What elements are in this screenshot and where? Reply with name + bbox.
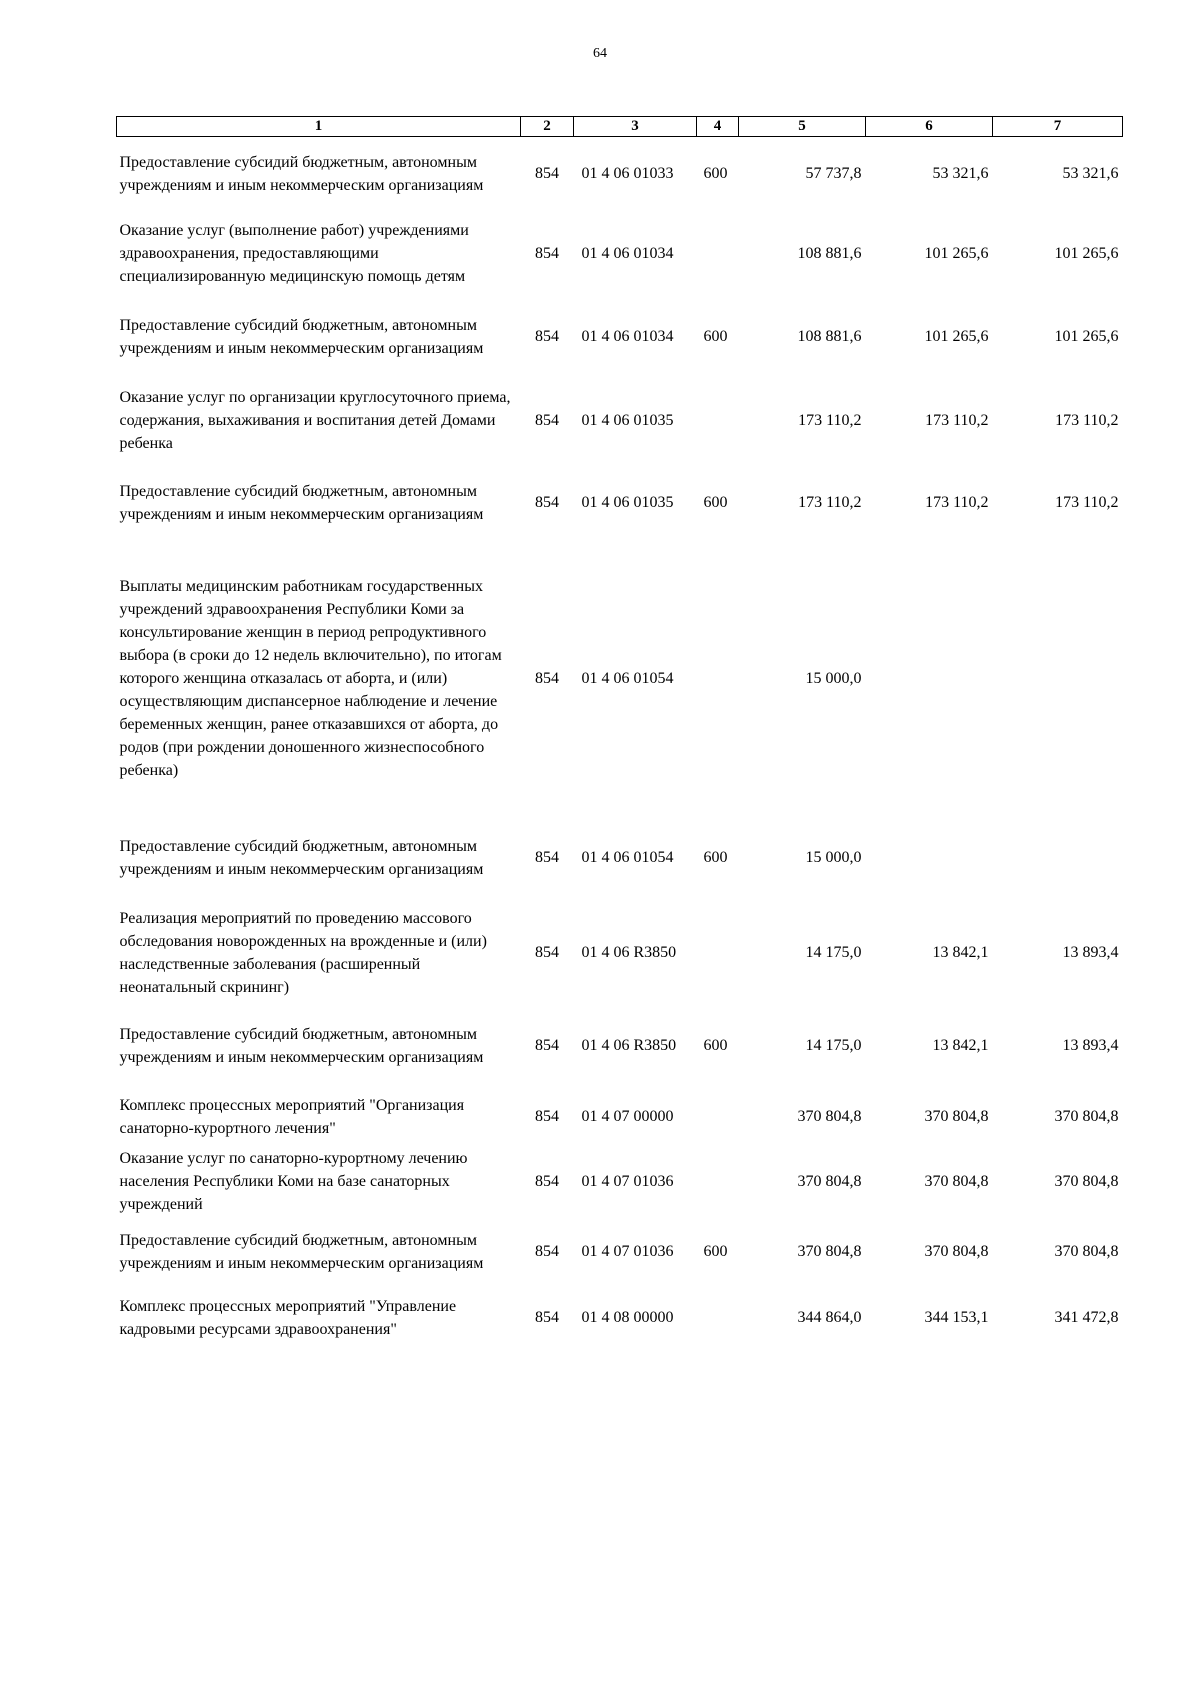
row-name	[117, 901, 521, 1005]
table-row	[117, 543, 1123, 815]
row-admin-code: 854	[535, 328, 559, 345]
row-expense-type	[697, 1147, 739, 1217]
table-row	[117, 1147, 1123, 1217]
row-value-col6: 370 804,8	[924, 1108, 989, 1125]
row-value-col5: 173 110,2	[798, 411, 862, 429]
row-admin-code: 854	[535, 165, 559, 183]
row-name-text: Реализация мероприятий по проведению массового обследования новорожденных на врожденные и (или) наследственные заболевания (расширенный неонатальный скрининг)	[119, 909, 487, 996]
row-name	[117, 815, 521, 901]
row-name-text: Предоставление субсидий бюджетным, автономным учреждениям и иным некоммерческим организациям	[119, 1025, 484, 1066]
row-name	[117, 137, 521, 211]
row-target-code: 01 4 06 01054	[581, 849, 674, 866]
row-value-col6: 173 110,2	[925, 494, 989, 511]
table-row	[117, 296, 1123, 378]
row-target-code: 01 4 06 R3850	[581, 944, 677, 961]
row-admin-code: 854	[535, 1108, 559, 1125]
row-target-code: 01 4 06 01033	[581, 165, 674, 183]
header-col-2: 2	[521, 117, 574, 137]
table-body	[117, 137, 1123, 1349]
row-name	[117, 1217, 521, 1287]
table-row	[117, 211, 1123, 296]
row-value-col6	[866, 815, 993, 901]
row-value-col5: 14 175,0	[805, 1037, 862, 1054]
table-row	[117, 1005, 1123, 1087]
header-row	[117, 117, 1123, 137]
row-value-col7	[993, 543, 1123, 815]
table-row	[117, 1217, 1123, 1287]
row-value-col7: 101 265,6	[1054, 328, 1119, 345]
row-admin-code: 854	[535, 1037, 559, 1054]
row-target-code: 01 4 07 01036	[581, 1243, 674, 1260]
row-expense-type: 600	[703, 849, 728, 866]
row-value-col5: 108 881,6	[797, 244, 862, 262]
row-name-text: Комплекс процессных мероприятий "Управление кадровыми ресурсами здравоохранения"	[119, 1297, 457, 1338]
row-name	[117, 1147, 521, 1217]
row-name-text: Выплаты медицинским работникам государственных учреждений здравоохранения Республики Коми за консультирование женщин в период репродуктивного выбора (в сроки до 12 недель включительно), по итогам которого женщина отказалась от аборта, и (или) осуществляющим диспансерное наблюдение и лечение беременных женщин, ранее отказавшихся от аборта, до родов (при рождении доношенного жизнеспособного ребенка)	[119, 578, 502, 779]
row-admin-code: 854	[535, 1309, 559, 1326]
row-value-col6: 101 265,6	[924, 244, 989, 262]
header-col-4: 4	[697, 117, 739, 137]
table-row	[117, 815, 1123, 901]
row-name	[117, 378, 521, 463]
table-row	[117, 1287, 1123, 1349]
row-target-code: 01 4 06 01035	[581, 411, 674, 429]
row-value-col6: 370 804,8	[924, 1173, 989, 1190]
row-name	[117, 1005, 521, 1087]
row-value-col7: 173 110,2	[1055, 494, 1119, 511]
row-admin-code: 854	[535, 244, 559, 262]
row-admin-code: 854	[535, 849, 559, 866]
header-col-3: 3	[574, 117, 697, 137]
row-name	[117, 296, 521, 378]
table-row	[117, 463, 1123, 543]
row-target-code: 01 4 08 00000	[581, 1309, 674, 1326]
row-name	[117, 1087, 521, 1147]
table-row	[117, 378, 1123, 463]
row-target-code: 01 4 06 R3850	[581, 1037, 677, 1054]
row-expense-type: 600	[703, 328, 728, 345]
row-value-col5: 15 000,0	[805, 670, 862, 687]
row-expense-type	[697, 1287, 739, 1349]
row-value-col7: 101 265,6	[1054, 244, 1119, 262]
row-name-text: Предоставление субсидий бюджетным, автономным учреждениям и иным некоммерческим организациям	[119, 482, 484, 523]
row-name-text: Комплекс процессных мероприятий "Организация санаторно-курортного лечения"	[119, 1096, 465, 1137]
row-expense-type	[697, 543, 739, 815]
row-value-col6	[866, 543, 993, 815]
row-name-text: Оказание услуг по организации круглосуточного приема, содержания, выхаживания и воспитания детей Домами ребенка	[119, 388, 511, 452]
page-number: 64	[593, 46, 607, 61]
row-value-col5: 108 881,6	[797, 328, 862, 345]
row-target-code: 01 4 07 01036	[581, 1173, 674, 1190]
row-value-col6: 13 842,1	[932, 944, 989, 961]
header-col-7: 7	[993, 117, 1123, 137]
row-name-text: Оказание услуг (выполнение работ) учреждениями здравоохранения, предоставляющими специализированную медицинскую помощь детям	[119, 221, 469, 285]
row-target-code: 01 4 07 00000	[581, 1108, 674, 1125]
row-name-text: Предоставление субсидий бюджетным, автономным учреждениям и иным некоммерческим организациям	[119, 837, 484, 878]
row-value-col6: 370 804,8	[924, 1243, 989, 1260]
row-admin-code: 854	[535, 670, 559, 687]
row-name-text: Предоставление субсидий бюджетным, автономным учреждениям и иным некоммерческим организациям	[119, 153, 484, 194]
row-admin-code: 854	[535, 1173, 559, 1190]
row-value-col5: 344 864,0	[797, 1309, 862, 1326]
row-value-col5: 370 804,8	[797, 1173, 862, 1190]
row-name-text: Предоставление субсидий бюджетным, автономным учреждениям и иным некоммерческим организациям	[119, 1231, 484, 1272]
row-target-code: 01 4 06 01035	[581, 494, 674, 511]
table-row	[117, 137, 1123, 211]
row-value-col7: 173 110,2	[1055, 411, 1119, 429]
row-value-col5: 370 804,8	[797, 1108, 862, 1125]
row-value-col7: 53 321,6	[1062, 165, 1119, 183]
row-expense-type: 600	[703, 494, 728, 511]
row-value-col7: 370 804,8	[1054, 1173, 1119, 1190]
row-value-col6: 53 321,6	[932, 165, 989, 183]
row-expense-type: 600	[703, 1243, 728, 1260]
table-row	[117, 901, 1123, 1005]
row-expense-type: 600	[703, 1037, 728, 1054]
row-value-col7: 13 893,4	[1062, 1037, 1119, 1054]
row-name-text: Оказание услуг по санаторно-курортному лечению населения Республики Коми на базе санаторных учреждений	[119, 1150, 468, 1213]
row-value-col5: 15 000,0	[805, 849, 862, 866]
row-admin-code: 854	[535, 944, 559, 961]
row-expense-type	[697, 378, 739, 463]
row-admin-code: 854	[535, 494, 559, 511]
row-name	[117, 543, 521, 815]
row-expense-type: 600	[703, 165, 728, 183]
row-value-col6: 13 842,1	[932, 1037, 989, 1054]
row-value-col5: 173 110,2	[798, 494, 862, 511]
row-expense-type	[697, 1087, 739, 1147]
table-row	[117, 1087, 1123, 1147]
row-value-col6: 173 110,2	[925, 411, 989, 429]
header-col-5: 5	[739, 117, 866, 137]
row-value-col7: 370 804,8	[1054, 1108, 1119, 1125]
table-header	[117, 117, 1123, 137]
row-name-text: Предоставление субсидий бюджетным, автономным учреждениям и иным некоммерческим организациям	[119, 316, 484, 357]
row-value-col6: 101 265,6	[924, 328, 989, 345]
row-target-code: 01 4 06 01034	[581, 244, 674, 262]
row-name	[117, 1287, 521, 1349]
row-value-col6: 344 153,1	[924, 1309, 989, 1326]
budget-table	[116, 116, 1123, 1349]
row-admin-code: 854	[535, 411, 559, 429]
row-value-col5: 370 804,8	[797, 1243, 862, 1260]
row-value-col7: 370 804,8	[1054, 1243, 1119, 1260]
row-name	[117, 211, 521, 296]
header-col-1: 1	[117, 117, 521, 137]
row-value-col7: 341 472,8	[1054, 1309, 1119, 1326]
row-target-code: 01 4 06 01054	[581, 670, 674, 687]
row-admin-code: 854	[535, 1243, 559, 1260]
row-expense-type	[697, 901, 739, 1005]
row-value-col7: 13 893,4	[1062, 944, 1119, 961]
header-col-6: 6	[866, 117, 993, 137]
row-value-col5: 14 175,0	[805, 944, 862, 961]
row-value-col5: 57 737,8	[805, 165, 862, 183]
row-value-col7	[993, 815, 1123, 901]
row-target-code: 01 4 06 01034	[581, 328, 674, 345]
row-expense-type	[697, 211, 739, 296]
row-name	[117, 463, 521, 543]
